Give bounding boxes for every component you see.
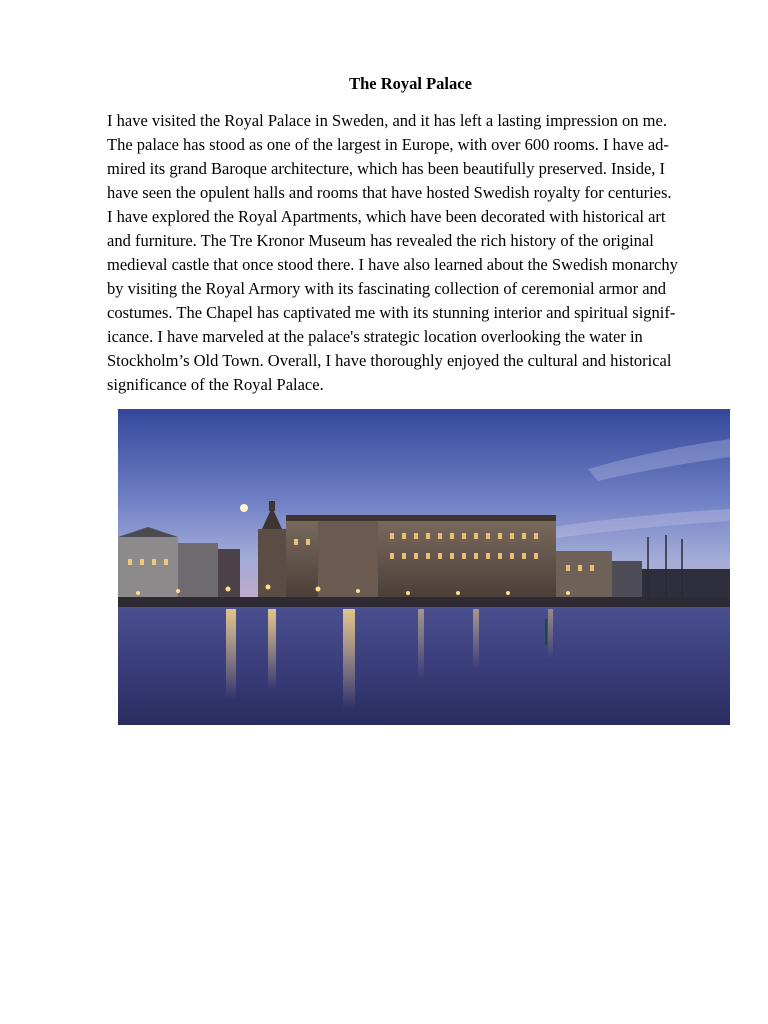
- body-line: mired its grand Baroque architecture, which has been beautifully preserved. Inside, I: [107, 159, 666, 178]
- body-line: icance. I have marveled at the palace's strategic location overlooking the water in: [107, 327, 643, 346]
- body-line: Stockholm’s Old Town. Overall, I have thoroughly enjoyed the cultural and historical: [107, 351, 672, 370]
- body-line: by visiting the Royal Armory with its fascinating collection of ceremonial armor and: [107, 279, 667, 298]
- body-line: have seen the opulent halls and rooms that have hosted Swedish royalty for centuries.: [107, 183, 672, 202]
- body-line: costumes. The Chapel has captivated me with its stunning interior and spiritual signif-: [107, 303, 676, 322]
- body-line: significance of the Royal Palace.: [107, 375, 324, 394]
- body-paragraph: [107, 109, 714, 397]
- body-line: medieval castle that once stood there. I have also learned about the Swedish monarchy: [107, 255, 678, 274]
- document-title: The Royal Palace: [349, 74, 472, 93]
- body-line: and furniture. The Tre Kronor Museum has revealed the rich history of the original: [107, 231, 654, 250]
- body-line: I have explored the Royal Apartments, which have been decorated with historical art: [107, 207, 666, 226]
- royal-palace-photo: [118, 409, 730, 725]
- body-line: The palace has stood as one of the largest in Europe, with over 600 rooms. I have ad-: [107, 135, 669, 154]
- body-line: I have visited the Royal Palace in Sweden, and it has left a lasting impression on me.: [107, 111, 667, 130]
